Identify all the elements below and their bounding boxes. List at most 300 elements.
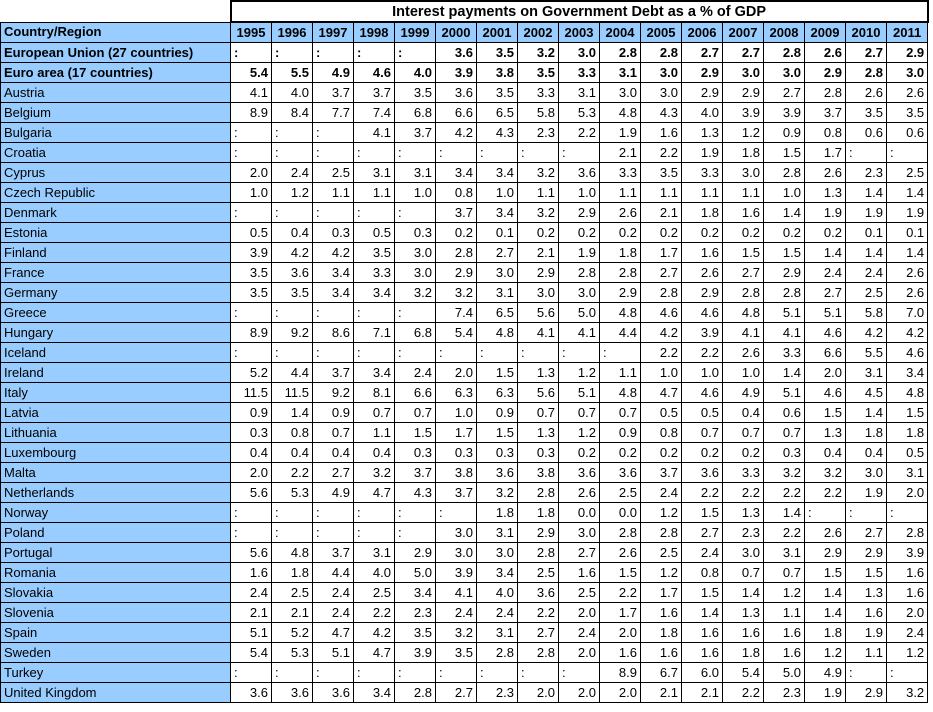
value-cell[interactable]: 0.4 — [805, 443, 846, 463]
row-label-cell[interactable]: United Kingdom — [1, 683, 231, 703]
value-cell[interactable]: 3.5 — [846, 103, 887, 123]
value-cell[interactable]: : — [559, 663, 600, 683]
value-cell[interactable]: 3.0 — [559, 523, 600, 543]
value-cell[interactable]: 2.9 — [764, 263, 805, 283]
value-cell[interactable]: : — [395, 503, 436, 523]
value-cell[interactable]: 2.0 — [231, 463, 272, 483]
value-cell[interactable]: 1.6 — [846, 603, 887, 623]
value-cell[interactable]: 0.3 — [313, 223, 354, 243]
row-label-cell[interactable]: Croatia — [1, 143, 231, 163]
value-cell[interactable]: 3.3 — [354, 263, 395, 283]
value-cell[interactable]: 1.6 — [764, 643, 805, 663]
value-cell[interactable]: 11.5 — [231, 383, 272, 403]
value-cell[interactable]: 1.5 — [805, 563, 846, 583]
value-cell[interactable]: 2.1 — [641, 203, 682, 223]
value-cell[interactable]: 2.4 — [313, 583, 354, 603]
value-cell[interactable]: 3.6 — [436, 43, 477, 63]
value-cell[interactable]: 3.0 — [395, 243, 436, 263]
value-cell[interactable]: 2.4 — [846, 263, 887, 283]
value-cell[interactable]: 1.5 — [682, 583, 723, 603]
value-cell[interactable]: : — [231, 503, 272, 523]
value-cell[interactable]: 2.0 — [231, 163, 272, 183]
row-label-cell[interactable]: Slovenia — [1, 603, 231, 623]
row-label-cell[interactable]: Greece — [1, 303, 231, 323]
value-cell[interactable]: 0.2 — [641, 443, 682, 463]
value-cell[interactable]: 2.9 — [805, 63, 846, 83]
value-cell[interactable]: 1.4 — [887, 243, 928, 263]
value-cell[interactable]: 1.0 — [436, 403, 477, 423]
value-cell[interactable]: : — [272, 123, 313, 143]
value-cell[interactable]: 2.1 — [682, 683, 723, 703]
value-cell[interactable]: 1.3 — [723, 503, 764, 523]
value-cell[interactable]: 3.9 — [682, 323, 723, 343]
value-cell[interactable]: 2.9 — [559, 203, 600, 223]
value-cell[interactable]: 2.9 — [682, 83, 723, 103]
value-cell[interactable]: 1.6 — [641, 123, 682, 143]
value-cell[interactable]: 2.6 — [805, 523, 846, 543]
value-cell[interactable]: 2.4 — [395, 363, 436, 383]
value-cell[interactable]: : — [313, 343, 354, 363]
value-cell[interactable]: 0.9 — [600, 423, 641, 443]
value-cell[interactable]: 3.6 — [313, 683, 354, 703]
value-cell[interactable]: 2.7 — [723, 263, 764, 283]
value-cell[interactable]: 4.9 — [313, 63, 354, 83]
value-cell[interactable]: 1.6 — [887, 563, 928, 583]
value-cell[interactable]: 3.0 — [559, 43, 600, 63]
value-cell[interactable]: : — [887, 143, 928, 163]
value-cell[interactable]: 0.0 — [600, 503, 641, 523]
value-cell[interactable]: 2.6 — [600, 203, 641, 223]
value-cell[interactable]: 3.5 — [395, 623, 436, 643]
value-cell[interactable]: 3.5 — [231, 263, 272, 283]
value-cell[interactable]: 0.5 — [641, 403, 682, 423]
year-header[interactable]: 2011 — [887, 22, 928, 43]
value-cell[interactable]: 4.9 — [723, 383, 764, 403]
value-cell[interactable]: 3.8 — [518, 463, 559, 483]
value-cell[interactable]: 2.2 — [272, 463, 313, 483]
value-cell[interactable]: 1.5 — [846, 563, 887, 583]
value-cell[interactable]: 3.5 — [641, 163, 682, 183]
value-cell[interactable]: 3.0 — [846, 463, 887, 483]
value-cell[interactable]: 3.7 — [436, 483, 477, 503]
value-cell[interactable]: 1.1 — [600, 183, 641, 203]
value-cell[interactable]: 7.4 — [354, 103, 395, 123]
value-cell[interactable]: : — [395, 143, 436, 163]
value-cell[interactable]: 0.2 — [600, 443, 641, 463]
value-cell[interactable]: 1.5 — [887, 403, 928, 423]
value-cell[interactable]: : — [805, 503, 846, 523]
value-cell[interactable]: 4.7 — [354, 483, 395, 503]
value-cell[interactable]: 3.4 — [477, 203, 518, 223]
row-label-cell[interactable]: Germany — [1, 283, 231, 303]
value-cell[interactable]: 5.4 — [231, 63, 272, 83]
value-cell[interactable]: 1.3 — [723, 603, 764, 623]
value-cell[interactable]: 2.6 — [723, 343, 764, 363]
value-cell[interactable]: : — [313, 203, 354, 223]
value-cell[interactable]: 6.5 — [477, 103, 518, 123]
value-cell[interactable]: 3.2 — [395, 283, 436, 303]
value-cell[interactable]: 4.7 — [313, 623, 354, 643]
value-cell[interactable]: : — [518, 343, 559, 363]
value-cell[interactable]: 6.8 — [395, 323, 436, 343]
value-cell[interactable]: 2.0 — [518, 683, 559, 703]
value-cell[interactable]: 3.2 — [518, 203, 559, 223]
value-cell[interactable]: 1.7 — [600, 603, 641, 623]
value-cell[interactable]: 1.6 — [887, 583, 928, 603]
value-cell[interactable]: 4.1 — [231, 83, 272, 103]
value-cell[interactable]: 2.2 — [600, 583, 641, 603]
value-cell[interactable]: 1.4 — [805, 583, 846, 603]
value-cell[interactable]: 2.3 — [477, 683, 518, 703]
value-cell[interactable]: 5.0 — [559, 303, 600, 323]
value-cell[interactable]: 1.8 — [682, 203, 723, 223]
value-cell[interactable]: 3.8 — [436, 463, 477, 483]
value-cell[interactable]: 2.9 — [518, 263, 559, 283]
value-cell[interactable]: 1.8 — [846, 423, 887, 443]
value-cell[interactable]: 4.2 — [354, 623, 395, 643]
value-cell[interactable]: 1.5 — [805, 403, 846, 423]
value-cell[interactable]: 1.0 — [477, 183, 518, 203]
value-cell[interactable]: 1.8 — [518, 503, 559, 523]
value-cell[interactable]: 4.1 — [354, 123, 395, 143]
value-cell[interactable]: 3.1 — [846, 363, 887, 383]
row-label-cell[interactable]: Spain — [1, 623, 231, 643]
value-cell[interactable]: 5.8 — [846, 303, 887, 323]
value-cell[interactable]: 0.2 — [723, 443, 764, 463]
value-cell[interactable]: 2.2 — [354, 603, 395, 623]
value-cell[interactable]: 5.0 — [764, 663, 805, 683]
value-cell[interactable]: 4.2 — [313, 243, 354, 263]
value-cell[interactable]: 3.0 — [395, 263, 436, 283]
value-cell[interactable]: 5.6 — [518, 303, 559, 323]
value-cell[interactable]: 1.6 — [764, 623, 805, 643]
value-cell[interactable]: 0.4 — [846, 443, 887, 463]
value-cell[interactable]: 1.3 — [846, 583, 887, 603]
value-cell[interactable]: 7.1 — [354, 323, 395, 343]
value-cell[interactable]: 0.8 — [272, 423, 313, 443]
value-cell[interactable]: 4.1 — [436, 583, 477, 603]
value-cell[interactable]: : — [272, 523, 313, 543]
value-cell[interactable]: 0.8 — [641, 423, 682, 443]
row-label-cell[interactable]: Finland — [1, 243, 231, 263]
value-cell[interactable]: 3.6 — [559, 463, 600, 483]
row-label-cell[interactable]: Sweden — [1, 643, 231, 663]
year-header[interactable]: 1995 — [231, 22, 272, 43]
value-cell[interactable]: 3.9 — [436, 63, 477, 83]
value-cell[interactable]: 1.1 — [723, 183, 764, 203]
row-label-cell[interactable]: Romania — [1, 563, 231, 583]
value-cell[interactable]: 0.3 — [436, 443, 477, 463]
row-label-cell[interactable]: Denmark — [1, 203, 231, 223]
value-cell[interactable]: 0.2 — [682, 443, 723, 463]
value-cell[interactable]: 1.1 — [313, 183, 354, 203]
value-cell[interactable]: 3.0 — [436, 543, 477, 563]
value-cell[interactable]: 2.0 — [805, 363, 846, 383]
value-cell[interactable]: 0.3 — [764, 443, 805, 463]
value-cell[interactable]: 3.4 — [477, 563, 518, 583]
value-cell[interactable]: 4.6 — [641, 303, 682, 323]
value-cell[interactable]: 2.4 — [682, 543, 723, 563]
value-cell[interactable]: 5.3 — [272, 483, 313, 503]
row-label-cell[interactable]: Malta — [1, 463, 231, 483]
value-cell[interactable]: 1.2 — [559, 363, 600, 383]
value-cell[interactable]: 1.8 — [887, 423, 928, 443]
value-cell[interactable]: 1.9 — [805, 203, 846, 223]
value-cell[interactable]: : — [354, 203, 395, 223]
value-cell[interactable]: 2.9 — [395, 543, 436, 563]
value-cell[interactable]: 2.8 — [887, 523, 928, 543]
value-cell[interactable]: : — [477, 143, 518, 163]
value-cell[interactable]: 2.6 — [887, 263, 928, 283]
value-cell[interactable]: 2.2 — [682, 483, 723, 503]
value-cell[interactable]: 3.6 — [682, 463, 723, 483]
year-header[interactable]: 2003 — [559, 22, 600, 43]
value-cell[interactable]: 1.9 — [805, 683, 846, 703]
value-cell[interactable]: 2.8 — [518, 543, 559, 563]
value-cell[interactable]: 1.4 — [764, 203, 805, 223]
value-cell[interactable]: : — [395, 203, 436, 223]
value-cell[interactable]: 3.0 — [887, 63, 928, 83]
value-cell[interactable]: 2.7 — [846, 523, 887, 543]
value-cell[interactable]: 2.2 — [518, 603, 559, 623]
value-cell[interactable]: 1.4 — [846, 243, 887, 263]
value-cell[interactable]: 6.6 — [395, 383, 436, 403]
value-cell[interactable]: 6.0 — [682, 663, 723, 683]
row-label-cell[interactable]: Estonia — [1, 223, 231, 243]
value-cell[interactable]: 2.5 — [559, 583, 600, 603]
value-cell[interactable]: 9.2 — [313, 383, 354, 403]
value-cell[interactable]: 4.6 — [682, 383, 723, 403]
value-cell[interactable]: 2.0 — [600, 623, 641, 643]
value-cell[interactable]: 3.7 — [313, 543, 354, 563]
value-cell[interactable]: 1.5 — [764, 143, 805, 163]
value-cell[interactable]: 3.5 — [272, 283, 313, 303]
value-cell[interactable]: : — [600, 343, 641, 363]
value-cell[interactable]: 3.7 — [395, 463, 436, 483]
value-cell[interactable]: 0.3 — [395, 443, 436, 463]
value-cell[interactable]: 2.5 — [600, 483, 641, 503]
value-cell[interactable]: 2.0 — [559, 643, 600, 663]
value-cell[interactable]: 2.4 — [313, 603, 354, 623]
title-spacer-cell[interactable] — [1, 1, 231, 22]
value-cell[interactable]: 3.0 — [723, 543, 764, 563]
value-cell[interactable]: 5.1 — [313, 643, 354, 663]
value-cell[interactable]: 4.6 — [354, 63, 395, 83]
value-cell[interactable]: 2.9 — [805, 543, 846, 563]
value-cell[interactable]: : — [272, 503, 313, 523]
value-cell[interactable]: 3.7 — [354, 83, 395, 103]
value-cell[interactable]: 0.2 — [600, 223, 641, 243]
value-cell[interactable]: 3.2 — [764, 463, 805, 483]
value-cell[interactable]: 0.7 — [600, 403, 641, 423]
value-cell[interactable]: : — [231, 523, 272, 543]
value-cell[interactable]: : — [395, 343, 436, 363]
value-cell[interactable]: 3.9 — [436, 563, 477, 583]
value-cell[interactable]: 3.7 — [805, 103, 846, 123]
year-header[interactable]: 1999 — [395, 22, 436, 43]
value-cell[interactable]: 1.5 — [477, 423, 518, 443]
value-cell[interactable]: : — [354, 663, 395, 683]
value-cell[interactable]: 4.9 — [313, 483, 354, 503]
value-cell[interactable]: 2.5 — [313, 163, 354, 183]
row-label-cell[interactable]: Turkey — [1, 663, 231, 683]
value-cell[interactable]: 1.5 — [682, 503, 723, 523]
value-cell[interactable]: 0.4 — [231, 443, 272, 463]
value-cell[interactable]: 4.1 — [518, 323, 559, 343]
value-cell[interactable]: 3.0 — [723, 63, 764, 83]
value-cell[interactable]: 1.1 — [518, 183, 559, 203]
value-cell[interactable]: 1.0 — [395, 183, 436, 203]
value-cell[interactable]: 2.9 — [723, 83, 764, 103]
value-cell[interactable]: 0.4 — [272, 223, 313, 243]
value-cell[interactable]: 3.3 — [764, 343, 805, 363]
value-cell[interactable]: 0.9 — [477, 403, 518, 423]
value-cell[interactable]: 2.8 — [559, 263, 600, 283]
value-cell[interactable]: 6.7 — [641, 663, 682, 683]
value-cell[interactable]: 6.3 — [477, 383, 518, 403]
value-cell[interactable]: 4.3 — [641, 103, 682, 123]
value-cell[interactable]: 4.7 — [641, 383, 682, 403]
value-cell[interactable]: 2.8 — [805, 83, 846, 103]
value-cell[interactable]: 3.7 — [395, 123, 436, 143]
value-cell[interactable]: 1.7 — [436, 423, 477, 443]
value-cell[interactable]: 4.7 — [354, 643, 395, 663]
value-cell[interactable]: 4.4 — [313, 563, 354, 583]
value-cell[interactable]: 0.6 — [846, 123, 887, 143]
value-cell[interactable]: 0.3 — [395, 223, 436, 243]
value-cell[interactable]: 3.5 — [477, 83, 518, 103]
value-cell[interactable]: : — [395, 303, 436, 323]
value-cell[interactable]: 1.3 — [518, 363, 559, 383]
row-label-cell[interactable]: European Union (27 countries) — [1, 43, 231, 63]
value-cell[interactable]: 3.0 — [641, 63, 682, 83]
value-cell[interactable]: 4.6 — [805, 323, 846, 343]
value-cell[interactable]: 1.2 — [272, 183, 313, 203]
value-cell[interactable]: : — [313, 43, 354, 63]
value-cell[interactable]: 4.4 — [272, 363, 313, 383]
value-cell[interactable]: 4.0 — [354, 563, 395, 583]
value-cell[interactable]: : — [231, 123, 272, 143]
value-cell[interactable]: 3.2 — [518, 163, 559, 183]
value-cell[interactable]: 4.2 — [436, 123, 477, 143]
value-cell[interactable]: 2.0 — [559, 603, 600, 623]
value-cell[interactable]: 1.8 — [723, 643, 764, 663]
value-cell[interactable]: 2.7 — [846, 43, 887, 63]
value-cell[interactable]: : — [518, 143, 559, 163]
value-cell[interactable]: : — [313, 523, 354, 543]
value-cell[interactable]: 1.0 — [231, 183, 272, 203]
value-cell[interactable]: 2.8 — [764, 283, 805, 303]
value-cell[interactable]: 2.5 — [846, 283, 887, 303]
value-cell[interactable]: 3.5 — [231, 283, 272, 303]
value-cell[interactable]: 2.9 — [887, 43, 928, 63]
value-cell[interactable]: 1.1 — [682, 183, 723, 203]
value-cell[interactable]: 1.5 — [395, 423, 436, 443]
value-cell[interactable]: 3.5 — [354, 243, 395, 263]
value-cell[interactable]: : — [313, 503, 354, 523]
value-cell[interactable]: 3.0 — [477, 543, 518, 563]
value-cell[interactable]: 2.2 — [641, 343, 682, 363]
value-cell[interactable]: : — [231, 303, 272, 323]
value-cell[interactable]: 0.7 — [354, 403, 395, 423]
value-cell[interactable]: 2.9 — [436, 263, 477, 283]
value-cell[interactable]: 1.0 — [559, 183, 600, 203]
value-cell[interactable]: 0.2 — [805, 223, 846, 243]
row-label-cell[interactable]: Italy — [1, 383, 231, 403]
value-cell[interactable]: 8.4 — [272, 103, 313, 123]
value-cell[interactable]: 0.5 — [682, 403, 723, 423]
value-cell[interactable]: 1.1 — [354, 423, 395, 443]
value-cell[interactable]: 2.4 — [641, 483, 682, 503]
value-cell[interactable]: 5.0 — [395, 563, 436, 583]
year-header[interactable]: 2002 — [518, 22, 559, 43]
value-cell[interactable]: 5.6 — [518, 383, 559, 403]
value-cell[interactable]: 3.2 — [887, 683, 928, 703]
value-cell[interactable]: 2.5 — [887, 163, 928, 183]
value-cell[interactable]: 2.0 — [559, 683, 600, 703]
value-cell[interactable]: : — [395, 43, 436, 63]
year-header[interactable]: 2004 — [600, 22, 641, 43]
value-cell[interactable]: : — [272, 43, 313, 63]
value-cell[interactable]: 1.2 — [887, 643, 928, 663]
value-cell[interactable]: 2.5 — [272, 583, 313, 603]
value-cell[interactable]: 3.4 — [354, 363, 395, 383]
value-cell[interactable]: 3.0 — [477, 263, 518, 283]
value-cell[interactable]: 7.4 — [436, 303, 477, 323]
value-cell[interactable]: 1.9 — [846, 623, 887, 643]
value-cell[interactable]: 3.5 — [518, 63, 559, 83]
value-cell[interactable]: 2.1 — [600, 143, 641, 163]
year-header[interactable]: 1998 — [354, 22, 395, 43]
value-cell[interactable]: 1.4 — [846, 183, 887, 203]
value-cell[interactable]: 2.6 — [682, 263, 723, 283]
value-cell[interactable]: 4.3 — [395, 483, 436, 503]
value-cell[interactable]: 1.2 — [641, 503, 682, 523]
value-cell[interactable]: 3.2 — [354, 463, 395, 483]
value-cell[interactable]: 2.7 — [682, 43, 723, 63]
value-cell[interactable]: 1.4 — [805, 243, 846, 263]
value-cell[interactable]: 1.8 — [477, 503, 518, 523]
row-label-cell[interactable]: Latvia — [1, 403, 231, 423]
value-cell[interactable]: 2.7 — [641, 263, 682, 283]
value-cell[interactable]: 3.3 — [518, 83, 559, 103]
value-cell[interactable]: 6.5 — [477, 303, 518, 323]
year-header[interactable]: 2010 — [846, 22, 887, 43]
value-cell[interactable]: 9.2 — [272, 323, 313, 343]
value-cell[interactable]: 2.8 — [846, 63, 887, 83]
value-cell[interactable]: 2.8 — [641, 523, 682, 543]
value-cell[interactable]: : — [231, 663, 272, 683]
value-cell[interactable]: 0.4 — [723, 403, 764, 423]
value-cell[interactable]: 0.1 — [887, 223, 928, 243]
value-cell[interactable]: 3.6 — [559, 163, 600, 183]
value-cell[interactable]: 3.1 — [600, 63, 641, 83]
row-label-cell[interactable]: Euro area (17 countries) — [1, 63, 231, 83]
value-cell[interactable]: 2.4 — [477, 603, 518, 623]
value-cell[interactable]: 0.9 — [764, 123, 805, 143]
value-cell[interactable]: 3.0 — [518, 283, 559, 303]
value-cell[interactable]: 0.7 — [723, 423, 764, 443]
value-cell[interactable]: 2.9 — [682, 63, 723, 83]
value-cell[interactable]: : — [846, 503, 887, 523]
value-cell[interactable]: 2.7 — [518, 623, 559, 643]
row-label-cell[interactable]: Czech Republic — [1, 183, 231, 203]
value-cell[interactable]: 1.8 — [600, 243, 641, 263]
value-cell[interactable]: 5.4 — [231, 643, 272, 663]
value-cell[interactable]: 0.7 — [313, 423, 354, 443]
value-cell[interactable]: 1.0 — [641, 363, 682, 383]
value-cell[interactable]: 1.1 — [764, 603, 805, 623]
